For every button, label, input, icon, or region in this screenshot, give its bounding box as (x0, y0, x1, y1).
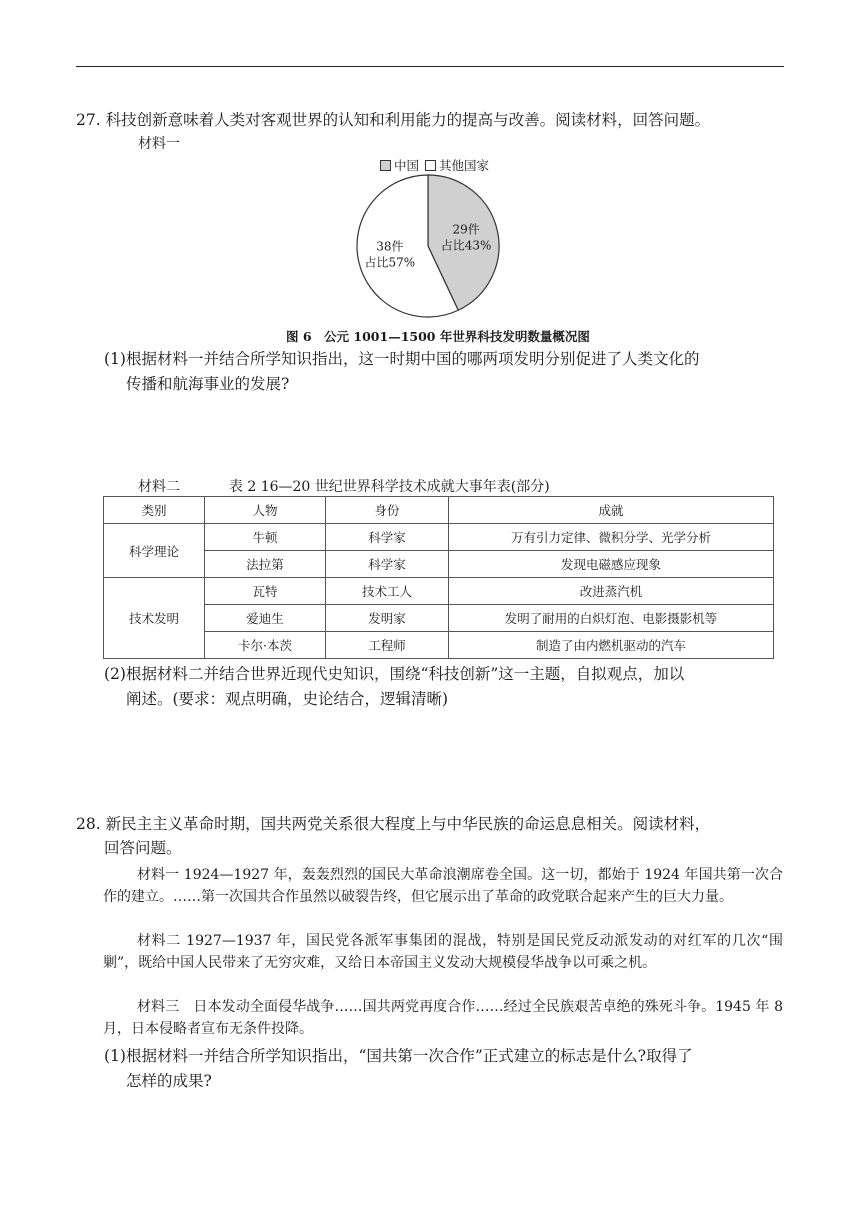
q27-material1-label: 材料一 (138, 136, 180, 152)
table-header: 类别 (104, 497, 205, 524)
table-cell-role: 科学家 (326, 524, 449, 551)
figure-caption: 图 6 公元 1001—1500 年世界科技发明数量概况图 (286, 329, 590, 344)
table-row (104, 605, 774, 632)
table-header: 人物 (205, 497, 326, 524)
pie-label-0-1: 占比43% (440, 238, 492, 253)
q27-material2-label: 材料二 (138, 479, 180, 495)
table-title: 表 2 16—20 世纪世界科学技术成就大事年表(部分) (228, 479, 550, 495)
table-cell-achievement: 万有引力定律、微积分学、光学分析 (449, 524, 774, 551)
table-cell-person: 牛顿 (205, 524, 326, 551)
q28-material1: 材料一 1924—1927 年，轰轰烈烈的国民大革命浪潮席卷全国。这一切，都始于 1924 年国共第一次合作的建立。……第一次国共合作虽然以破裂告终，但它展示出了革命的政党联合起来产生的巨大力量。 (103, 867, 783, 905)
table-cell-person: 瓦特 (205, 578, 326, 605)
table-cell-category: 科学理论 (104, 524, 205, 578)
table-header: 成就 (449, 497, 774, 524)
q28-sub1-line1: (1)根据材料一并结合所学知识指出，“国共第一次合作”正式建立的标志是什么?取得了 (104, 1047, 693, 1065)
pie-svg (355, 154, 505, 324)
q28-sub1-line2: 怎样的成果? (126, 1072, 212, 1090)
table-title-row (138, 476, 550, 496)
table-cell-category: 技术发明 (104, 578, 205, 659)
table-cell-role: 发明家 (326, 605, 449, 632)
table-cell-role: 技术工人 (326, 578, 449, 605)
table-cell-person: 爱迪生 (205, 605, 326, 632)
table-cell-role: 工程师 (326, 632, 449, 659)
q27-sub2-line1: (2)根据材料二并结合世界近现代史知识，围绕“科技创新”这一主题，自拟观点，加以 (104, 665, 685, 683)
header-rule (76, 66, 784, 67)
q27-stem: 27. 科技创新意味着人类对客观世界的认知和利用能力的提高与改善。阅读材料，回答问题。 (76, 111, 711, 129)
legend-label-china: 中国 (394, 158, 420, 173)
pie-label-0-0: 29件 (452, 222, 480, 237)
q27-sub2-line2: 阐述。(要求：观点明确，史论结合，逻辑清晰) (126, 690, 449, 708)
pie-chart (355, 154, 505, 324)
q28-stem-line1: 28. 新民主主义革命时期，国共两党关系很大程度上与中华民族的命运息息相关。阅读材料， (76, 815, 711, 833)
table-row (104, 551, 774, 578)
table-cell-achievement: 发明了耐用的白炽灯泡、电影摄影机等 (449, 605, 774, 632)
table-cell-achievement: 改进蒸汽机 (449, 578, 774, 605)
q27-sub1-line2: 传播和航海事业的发展? (126, 375, 290, 393)
table-header: 身份 (326, 497, 449, 524)
pie-label-1-0: 38件 (376, 239, 404, 254)
table-cell-achievement: 发现电磁感应现象 (449, 551, 774, 578)
pie-label-1-1: 占比57% (364, 255, 416, 270)
table-row (104, 578, 774, 605)
q27-sub1-line1: (1)根据材料一并结合所学知识指出，这一时期中国的哪两项发明分别促进了人类文化的 (104, 350, 700, 368)
achievement-table (103, 496, 774, 659)
q28-material3: 材料三 日本发动全面侵华战争……国共两党再度合作……经过全民族艰苦卓绝的殊死斗争。1945 年 8 月，日本侵略者宣布无条件投降。 (103, 999, 783, 1037)
table-cell-achievement: 制造了由内燃机驱动的汽车 (449, 632, 774, 659)
table-cell-person: 法拉第 (205, 551, 326, 578)
q28-stem-line2: 回答问题。 (104, 839, 182, 857)
legend-label-others: 其他国家 (439, 158, 490, 173)
table-row (104, 524, 774, 551)
table-row (104, 632, 774, 659)
table-cell-person: 卡尔·本茨 (205, 632, 326, 659)
q28-material2: 材料二 1927—1937 年，国民党各派军事集团的混战，特别是国民党反动派发动的对红军的几次“围剿”，既给中国人民带来了无穷灾难，又给日本帝国主义发动大规模侵华战争以可乘之机。 (103, 933, 783, 971)
table-header-row (104, 497, 774, 524)
table-cell-role: 科学家 (326, 551, 449, 578)
